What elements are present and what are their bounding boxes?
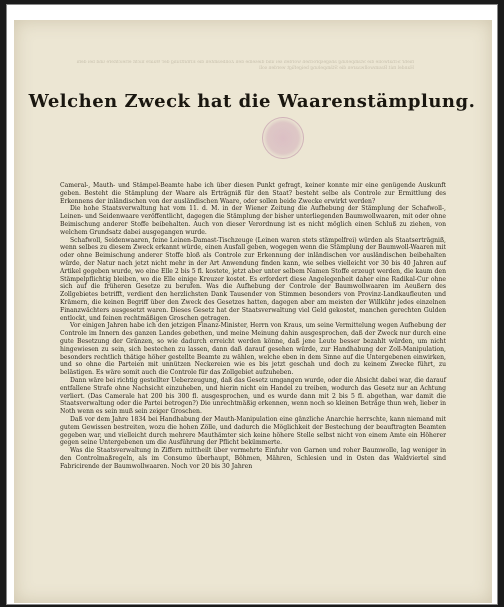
paragraph: Die hohe Staatsverwaltung hat vom 11. d. M. in der Wiener Zeitung die Aufhebung der Stämplung der Schafwoll-, Leinen- und Seidenwaare veröffentlicht, dagegen die Stämplung der bisher unterliegenden Baumwollwaaren, mit oder ohne Beimischung anderer Stoffe beibehalten. Auch von dieser Verordnung ist es nicht möglich einen Schluß zu ziehen, von welchem Grundsatz dabei ausgegangen wurde. [60,205,446,236]
paragraph: Vor einigen Jahren habe ich den jetzigen Finanz-Minister, Herrn von Kraus, um seine Vermittelung wegen Aufhebung der Controle im Innern des ganzen Landes gebethen, und meine Meinung dahin ausgesprochen, daß der Zweck nur durch eine gute Besetzung der Gränzen, so wie dadurch erreicht werden könne, daß jene Leute besser bezahlt würden, um nicht hingewiesen zu sein, sich bestechen zu lassen, dann daß darauf gesehen würde, zur Handhabung der Zoll-Manipulation, besonders rechtlich thätige höher gestellte Beamte zu wählen, welche eben in dem Sinne auf die Untergebenen einwirken, und so ohne die Parteien mit unnützen Neckereien wie es bis jetzt geschah und doch zu keinem Zwecke führt, zu belästigen. Es wäre somit auch die Controle für das Zollgebiet aufzuheben. [60,322,446,377]
paragraph: Daß vor dem Jahre 1834 bei Handhabung der Mauth-Manipulation eine gänzliche Anarchie herrschte, kann niemand mit gutem Gewissen bestreiten, wozu die hohen Zölle, und dadurch die Möglichkeit der Bestechung der beauftragten Beamten gegeben war, und vielleicht durch mehrere Mauthämter sich keine höhere Stelle selbst nicht von einem Amte ein Höherer gegen seine Untergebenen um die Ausführung der Pflicht bekümmerte. [60,415,446,447]
body-text [60,182,446,470]
paragraph: Schafwoll, Seidenwaaren, feine Leinen-Damast-Tischzeuge (Leinen waren stets stämpelfrei) würden als Staatserträgniß, wenn selbes zu diesem Zweck erkannt würde, einen Ausfall geben, wogegen wenn die Stämplung der Baumwoll-Waaren mit oder ohne Beimischung anderer Stoffe bloß als Controle zur Erkennung der inländischen vor ausländischen beibehalten würde, der Natur nach jetzt nicht mehr in der Art Anwendung finden kann, wie selbes vielleicht vor 30 bis 40 Jahren auf Artikel gegeben wurde, wo eine Elle 2 bis 5 fl. kostete, jetzt aber unter selbem Namen Stoffe erzeugt werden, die kaum den Stämpelpflichtig bleiben, wo die Elle einige Kreuzer kostet. Es erfordert diese Angelegenheit daher eine Radikal-Cur ohne sich auf die früheren Gesetze zu berufen. Was die Aufhebung der Controle der Baumwollwaaren im Aeußern des Zollgebietes betrifft, verdient den herzlichsten Dank Tausender von Stimmen besonders von Provinz-Landkaufleuten und Krämern, die keinen Begriff über den Zweck des Gesetzes hatten, dagegen aber am meisten der Willkühr jedes einzelnen Finanzwächters ausgesetzt waren. Dieses Gesetz hat der Staatsverwaltung viel Geld gekostet, manchen gerechten Gulden entlockt, und feinen rechtmäßigen Groschen getragen. [60,236,446,322]
bleed-through-text: mehr Schafwolle die Stämpelung ansgesprochen worden sei und dieselbe den Zollbeamten die Ermittlung der Waare nicht erleichtere und bei dem Handel mit Baumwollwaaren die Stämpelung beigefügt werden soll [76,60,414,71]
paragraph: Cameral-, Mauth- und Stämpel-Beamte habe ich über diesen Punkt gefragt, keiner konnte mir eine genügende Auskunft geben. Besteht die Stämplung der Waare als Erträgniß für den Staat? besteht selbe als Controle zur Ermittlung des Erkennens der inländischen von der ausländischen Waare, oder sollen beide Zwecke erwirkt werden? [60,182,446,205]
paragraph: Dann wäre bei richtig gestellter Ueberzeugung, daß das Gesetz umgangen wurde, oder die Absicht dabei war, die darauf entfallene Strafe ohne Nachsicht einzuheben, und hierin nicht ein Handel zu treiben, wodurch das Gesetz nur an Achtung verliert. (Das Camerale hat 200 bis 300 fl. ausgesprochen, und es wurde dann mit 2 bis 5 fl. abgethan, war damit die Staatsverwaltung oder die Partei betrogen?) Die unrechtmäßig erkennen, wenn noch so kleinen Beträge thun weh, lieber in Noth wenn es sein muß sein zeiger Groschen. [60,376,446,416]
archive-stamp [262,117,304,159]
document-title: Welchen Zweck hat die Waarenstämplung. [28,91,476,112]
paragraph: Was die Staatsverwaltung in Ziffern mittheilt über vermehrte Einfuhr von Garnen und roher Baumwolle, lag weniger in den Controlmaßregeln, als im Consumo überhaupt, Böhmen, Mähren, Schlesien und in Osten das Waldviertel sind Fabricirende der Baumwollwaaren. Noch vor 20 bis 30 Jahren [60,447,446,470]
